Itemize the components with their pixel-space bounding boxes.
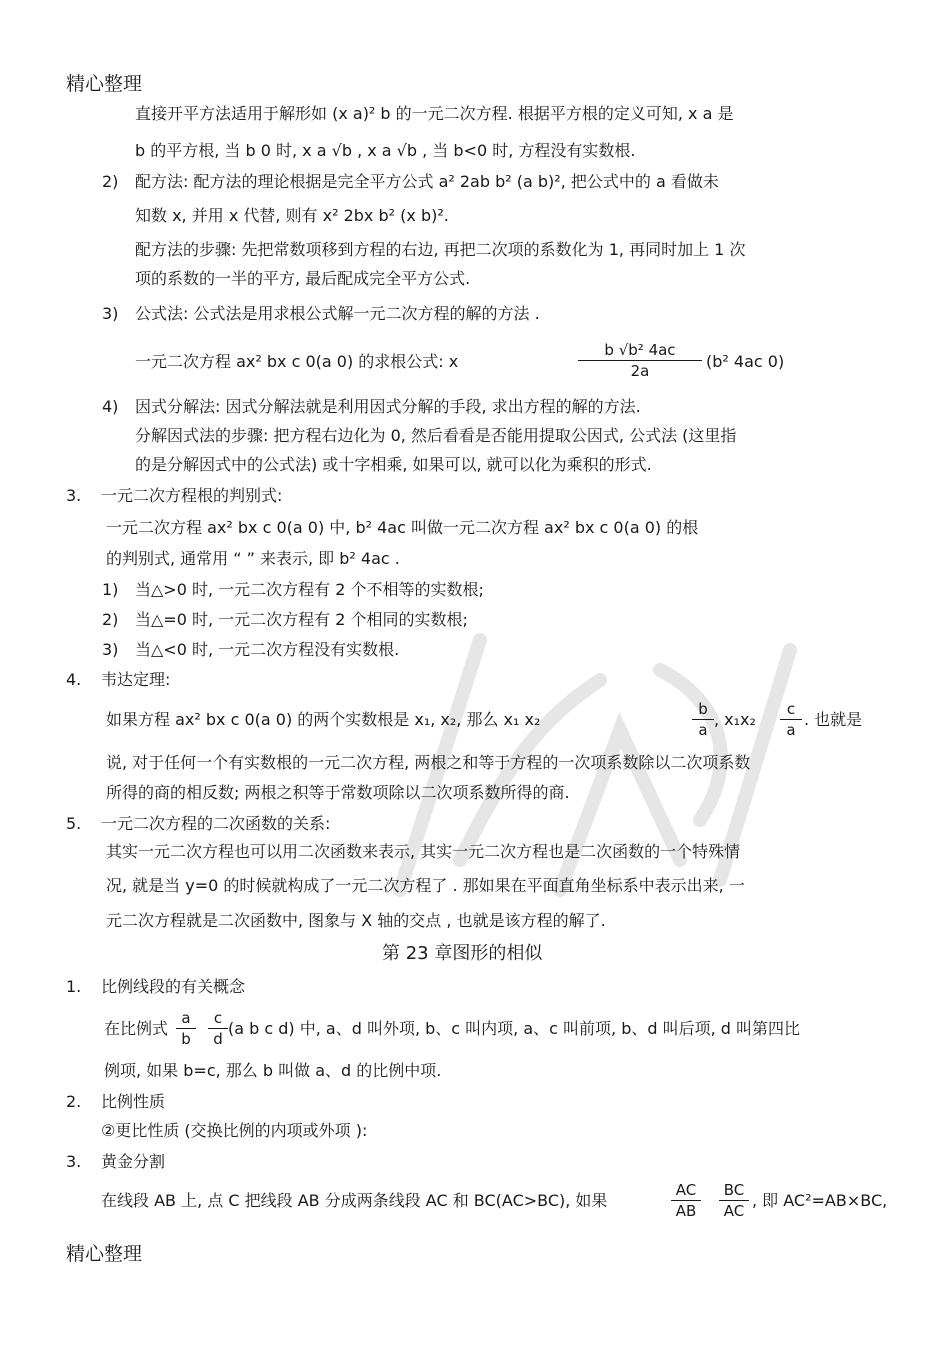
fraction-root-formula [578, 341, 702, 380]
numerator: a [181, 1009, 191, 1027]
list-marker: 3. [66, 486, 82, 505]
page-footer: 精心整理 [66, 1243, 143, 1265]
denominator: 2a [630, 362, 650, 380]
text-line: 知数 x, 并用 x 代替, 则有 x² 2bx b² (x b)². [135, 206, 449, 225]
text-line: 说, 对于任何一个有实数根的一元二次方程, 两根之和等于方程的一次项系数除以二次项系数 [106, 753, 751, 772]
numerator: b √b² 4ac [604, 341, 676, 359]
denominator: AB [675, 1202, 697, 1220]
list-marker: 3) [102, 304, 119, 323]
fraction-bar [578, 360, 702, 361]
numerator: AC [675, 1181, 697, 1199]
list-marker: 2) [102, 610, 119, 629]
denominator: a [698, 721, 708, 739]
page-header: 精心整理 [66, 73, 143, 95]
text-line: (b² 4ac 0) [706, 352, 785, 371]
text-line: 的是分解因式中的公式法) 或十字相乘, 如果可以, 就可以化为乘积的形式. [135, 455, 652, 474]
list-marker: 4. [66, 670, 82, 689]
list-marker: 2) [102, 172, 119, 191]
text-line: 配方法的步骤: 先把常数项移到方程的右边, 再把二次项的系数化为 1, 再同时加上 1 次 [135, 240, 746, 259]
denominator: d [213, 1030, 223, 1048]
text-line: 的判别式, 通常用 “ ” 来表示, 即 b² 4ac . [106, 549, 400, 568]
fraction-bar [671, 1200, 701, 1201]
fraction-c-over-d [208, 1009, 228, 1048]
fraction-bar [208, 1028, 228, 1029]
text-line: 直接开平方法适用于解形如 (x a)² b 的一元二次方程. 根据平方根的定义可知, x a 是 [135, 104, 734, 123]
numerator: BC [723, 1181, 745, 1199]
list-marker: 4) [102, 397, 119, 416]
section-heading: 韦达定理: [101, 670, 171, 689]
fraction-bar [176, 1028, 196, 1029]
fraction-bc-over-ac [719, 1181, 749, 1220]
fraction-b-over-a [692, 700, 714, 739]
section-heading: 一元二次方程的二次函数的关系: [101, 814, 331, 833]
text-line: , x₁x₂ [714, 710, 756, 729]
numerator: c [213, 1009, 223, 1027]
text-line: 其实一元二次方程也可以用二次函数来表示, 其实一元二次方程也是二次函数的一个特殊情 [106, 842, 741, 861]
chapter-title: 第 23 章图形的相似 [382, 943, 543, 964]
numerator: c [786, 700, 796, 718]
text-line: 公式法: 公式法是用求根公式解一元二次方程的解的方法 . [135, 304, 540, 323]
text-line: , 即 AC²=AB×BC, [752, 1191, 888, 1210]
text-line: 当△=0 时, 一元二次方程有 2 个相同的实数根; [135, 610, 468, 629]
text-line: 在线段 AB 上, 点 C 把线段 AB 分成两条线段 AC 和 BC(AC>BC), 如果 [101, 1191, 608, 1210]
text-line: 配方法: 配方法的理论根据是完全平方公式 a² 2ab b² (a b)², 把公式中的 a 看做未 [135, 172, 719, 191]
denominator: AC [723, 1202, 745, 1220]
text-line: 因式分解法: 因式分解法就是利用因式分解的手段, 求出方程的解的方法. [135, 397, 641, 416]
text-line: b 的平方根, 当 b 0 时, x a √b , x a √b , 当 b<0 时, 方程没有实数根. [135, 141, 636, 160]
list-marker: 3. [66, 1152, 82, 1171]
text-line: 一元二次方程 ax² bx c 0(a 0) 中, b² 4ac 叫做一元二次方程 ax² bx c 0(a 0) 的根 [106, 518, 699, 537]
list-marker: 1. [66, 977, 82, 996]
text-line: 例项, 如果 b=c, 那么 b 叫做 a、d 的比例中项. [104, 1061, 442, 1080]
section-heading: 一元二次方程根的判别式: [101, 486, 283, 505]
text-line: 所得的商的相反数; 两根之积等于常数项除以二次项系数所得的商. [106, 783, 570, 802]
list-marker: 1) [102, 580, 119, 599]
fraction-bar [780, 719, 802, 720]
text-line: 在比例式 [104, 1019, 169, 1038]
denominator: b [181, 1030, 191, 1048]
section-heading: 比例性质 [101, 1092, 166, 1111]
fraction-ac-over-ab [671, 1181, 701, 1220]
text-line: (a b c d) 中, a、d 叫外项, b、c 叫内项, a、c 叫前项, b、d 叫后项, d 叫第四比 [228, 1019, 801, 1038]
text-line: 分解因式法的步骤: 把方程右边化为 0, 然后看看是否能用提取公因式, 公式法 (这里指 [135, 426, 737, 445]
text-line: 元二次方程就是二次函数中, 图象与 X 轴的交点 , 也就是该方程的解了. [106, 911, 606, 930]
list-marker: 2. [66, 1092, 82, 1111]
text-line: 如果方程 ax² bx c 0(a 0) 的两个实数根是 x₁, x₂, 那么 x₁ x₂ [106, 710, 541, 729]
text-line: 当△>0 时, 一元二次方程有 2 个不相等的实数根; [135, 580, 484, 599]
section-heading: 黄金分割 [101, 1152, 166, 1171]
text-line: 当△<0 时, 一元二次方程没有实数根. [135, 640, 400, 659]
fraction-bar [719, 1200, 749, 1201]
fraction-bar [692, 719, 714, 720]
text-line: ②更比性质 (交换比例的内项或外项 ): [101, 1121, 368, 1140]
list-marker: 5. [66, 814, 82, 833]
fraction-c-over-a [780, 700, 802, 739]
list-marker: 3) [102, 640, 119, 659]
fraction-a-over-b [176, 1009, 196, 1048]
text-line: 况, 就是当 y=0 的时候就构成了一元二次方程了 . 那如果在平面直角坐标系中表示出来, 一 [106, 876, 745, 895]
denominator: a [786, 721, 796, 739]
text-line: 项的系数的一半的平方, 最后配成完全平方公式. [135, 269, 471, 288]
text-line: 一元二次方程 ax² bx c 0(a 0) 的求根公式: x [135, 352, 459, 371]
text-line: . 也就是 [804, 710, 863, 729]
section-heading: 比例线段的有关概念 [101, 977, 246, 996]
numerator: b [698, 700, 708, 718]
